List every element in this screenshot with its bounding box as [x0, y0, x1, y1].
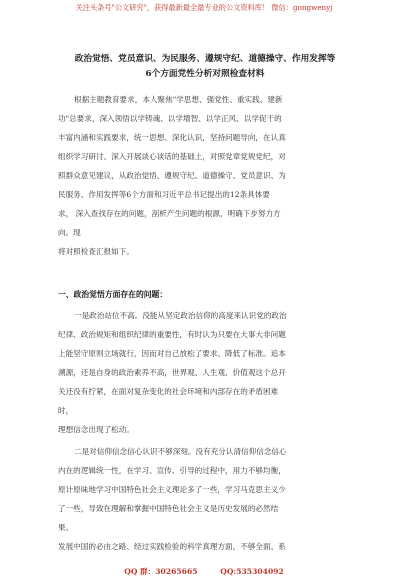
text-line: 纪律、政治规矩和组织纪律的重要性，有时认为只要在大事大非问题: [58, 330, 286, 339]
text-line: 一是政治站位不高。没能从坚定政治信仰的高度来认识党的政治: [74, 311, 287, 320]
text-line: 理想信念出现了松动。: [58, 425, 134, 434]
section-paragraph-2: [58, 442, 358, 556]
footer-qq: QQ:535304092: [220, 567, 284, 576]
text-line: 果、: [58, 523, 74, 532]
text-line: 原计原味地学习中国特色社会主义理论多了一些，学习马克思主义少: [58, 485, 286, 494]
title-line-2: 6个方面党性分析对照检查材料: [145, 69, 265, 79]
section-paragraph-1: [58, 306, 358, 439]
text-line: 求， 深入查找存在的问题，剖析产生问题的根源，明确下步努力方: [58, 209, 281, 218]
text-line: 将对照检查汇报如下。: [58, 247, 134, 256]
text-line: 民服务、作用发挥等6个方面和习近平总书记提出的12条具体要: [58, 190, 270, 199]
text-line: 照群众意见建议，从政治觉悟、遵规守纪、道德操守、党员意识、为: [58, 171, 286, 180]
text-line: 了一些，导致在理解和掌握中国特色社会主义是历史发展的必然结: [58, 504, 279, 513]
text-line: 溯源，还是自身的政治素养不高，世界观、人生观、价值观这个总开: [58, 368, 286, 377]
section-heading: 一、政治觉悟方面存在的问题：: [58, 290, 168, 299]
text-line: 组织学习研讨、深入开展谈心谈话的基础上，对照党章党规党纪，对: [58, 152, 286, 161]
text-line: 丰富内涵和实践要求，统一思想、深化认识，坚持问题导向，在认真: [58, 133, 286, 142]
text-line: 内在的逻辑统一性，在学习、宣传、引导的过程中，用力不够均衡，: [58, 466, 286, 475]
text-line: 时，: [58, 406, 74, 415]
footer-contact: [0, 566, 408, 577]
text-line: 发展中国的必由之路、经过实践检验的科学真理方面，不够全面、系: [58, 542, 286, 551]
text-line: 功"总要求，深入领悟以学铸魂、以学增智、以学正风、以学促干的: [58, 114, 282, 123]
text-line: 二是对信仰信念信心认识不够深刻。没有充分认清信仰信念信心: [74, 447, 287, 456]
document-title: [40, 52, 370, 82]
intro-paragraph: [58, 90, 358, 261]
text-line: 上能坚守原则立场就行，因而对自己放松了要求、降低了标准。追本: [58, 349, 286, 358]
top-banner: 关注头条号"公文研究"，获得最新最全最专业的公文资料库！ 微信：gongwenyj: [75, 3, 333, 12]
text-line: 关还没有拧紧，在面对复杂变化的社会环境和内部存在的矛盾困难: [58, 387, 279, 396]
title-line-1: 政治觉悟、党员意识、为民服务、遵规守纪、道德操守、作用发挥等: [74, 54, 336, 64]
text-line: 根据主题教育要求，本人聚焦"学思想、强党性、重实践、建新: [74, 95, 283, 104]
text-line: 向。现: [58, 228, 81, 237]
footer-qq-group: QQ 群：30265665: [124, 567, 198, 576]
